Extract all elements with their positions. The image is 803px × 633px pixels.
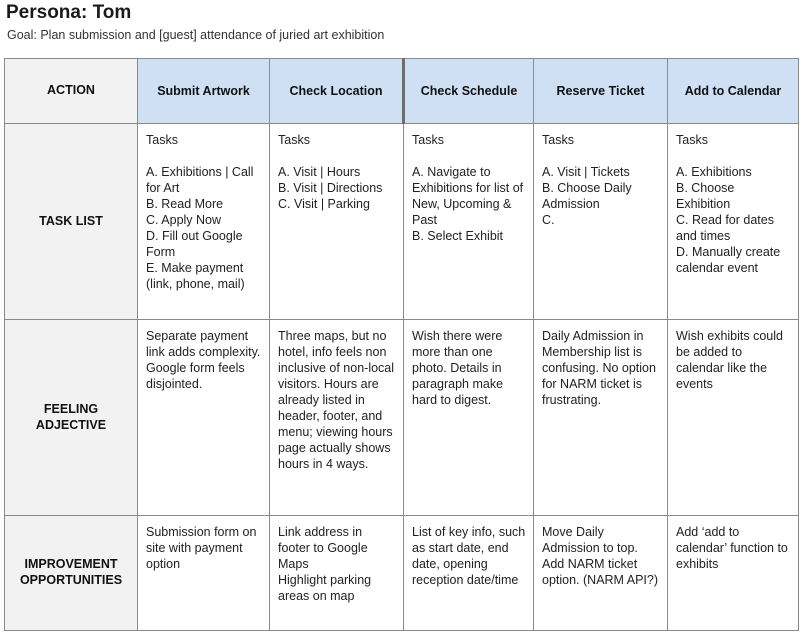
feeling-label-line1: FEELING bbox=[43, 401, 99, 416]
task-item: B. Read More bbox=[146, 197, 224, 211]
improvement-cell-add-to-calendar: Add ‘add to calendar’ function to exhibits bbox=[668, 516, 799, 631]
task-cell-add-to-calendar bbox=[668, 124, 799, 320]
improvement-cell-submit-artwork: Submission form on site with payment option bbox=[138, 516, 270, 631]
stage-add-to-calendar: Add to Calendar bbox=[668, 59, 799, 124]
improvement-row bbox=[5, 516, 799, 631]
stage-submit-artwork: Submit Artwork bbox=[138, 59, 270, 124]
task-item: A. Visit | Hours bbox=[278, 165, 361, 179]
task-list-label: TASK LIST bbox=[5, 124, 138, 320]
task-item: A. Visit | Tickets bbox=[542, 165, 630, 179]
task-item: B. Choose Exhibition bbox=[676, 181, 735, 211]
feeling-cell-submit-artwork: Separate payment link adds complexity. Google form feels disjointed. bbox=[138, 320, 270, 516]
task-item: D. Manually create calendar event bbox=[676, 245, 781, 275]
improvement-item: Highlight parking areas on map bbox=[278, 573, 372, 603]
journey-map-table bbox=[4, 58, 799, 631]
feeling-cell-check-schedule: Wish there were more than one photo. Details in paragraph make hard to digest. bbox=[404, 320, 534, 516]
tasks-heading: Tasks bbox=[412, 133, 444, 147]
improvement-cell-reserve-ticket: Move Daily Admission to top. Add NARM ticket option. (NARM API?) bbox=[534, 516, 668, 631]
persona-title: Persona: Tom bbox=[6, 2, 132, 23]
improvement-cell-check-location bbox=[270, 516, 404, 631]
task-item: C. Read for dates and times bbox=[676, 213, 774, 243]
task-cell-check-location bbox=[270, 124, 404, 320]
task-item: B. Select Exhibit bbox=[412, 229, 504, 243]
task-list-row bbox=[5, 124, 799, 320]
feeling-label-line2: ADJECTIVE bbox=[35, 417, 107, 432]
action-corner-label: ACTION bbox=[5, 59, 138, 124]
task-item: A. Exhibitions bbox=[676, 165, 752, 179]
feeling-cell-check-location: Three maps, but no hotel, info feels non inclusive of non-local visitors. Hours are already listed in header, footer, and menu; viewing hours page actually shows hours in 4 ways. bbox=[270, 320, 404, 516]
task-item: C. Apply Now bbox=[146, 213, 222, 227]
tasks-heading: Tasks bbox=[278, 133, 310, 147]
task-item: A. Navigate to Exhibitions for list of New, Upcoming & Past bbox=[412, 165, 524, 227]
tasks-heading: Tasks bbox=[542, 133, 574, 147]
tasks-heading: Tasks bbox=[676, 133, 708, 147]
improvement-item: Link address in footer to Google Maps bbox=[278, 525, 368, 571]
feeling-adjective-label bbox=[5, 320, 138, 516]
task-item: B. Choose Daily Admission bbox=[542, 181, 632, 211]
stage-check-schedule: Check Schedule bbox=[404, 59, 534, 124]
tasks-heading: Tasks bbox=[146, 133, 178, 147]
stage-header-row bbox=[5, 59, 799, 124]
task-item: D. Fill out Google Form bbox=[146, 229, 243, 259]
task-item: C. bbox=[542, 213, 555, 227]
task-cell-check-schedule bbox=[404, 124, 534, 320]
feeling-cell-add-to-calendar: Wish exhibits could be added to calendar like the events bbox=[668, 320, 799, 516]
feeling-cell-reserve-ticket: Daily Admission in Membership list is confusing. No option for NARM ticket is frustrating. bbox=[534, 320, 668, 516]
task-item: A. Exhibitions | Call for Art bbox=[146, 165, 254, 195]
stage-reserve-ticket: Reserve Ticket bbox=[534, 59, 668, 124]
task-item: E. Make payment (link, phone, mail) bbox=[146, 261, 245, 291]
improvement-label-line2: OPPORTUNITIES bbox=[19, 573, 123, 587]
feeling-row bbox=[5, 320, 799, 516]
improvement-cell-check-schedule: List of key info, such as start date, end date, opening reception date/time bbox=[404, 516, 534, 631]
goal-text: Goal: Plan submission and [guest] attendance of juried art exhibition bbox=[7, 28, 385, 42]
task-item: B. Visit | Directions bbox=[278, 181, 383, 195]
improvement-label-line1: IMPROVEMENT bbox=[24, 557, 118, 572]
improvement-opportunities-label bbox=[5, 516, 138, 631]
task-cell-submit-artwork bbox=[138, 124, 270, 320]
task-item: C. Visit | Parking bbox=[278, 197, 370, 211]
task-cell-reserve-ticket bbox=[534, 124, 668, 320]
stage-check-location: Check Location bbox=[270, 59, 404, 124]
